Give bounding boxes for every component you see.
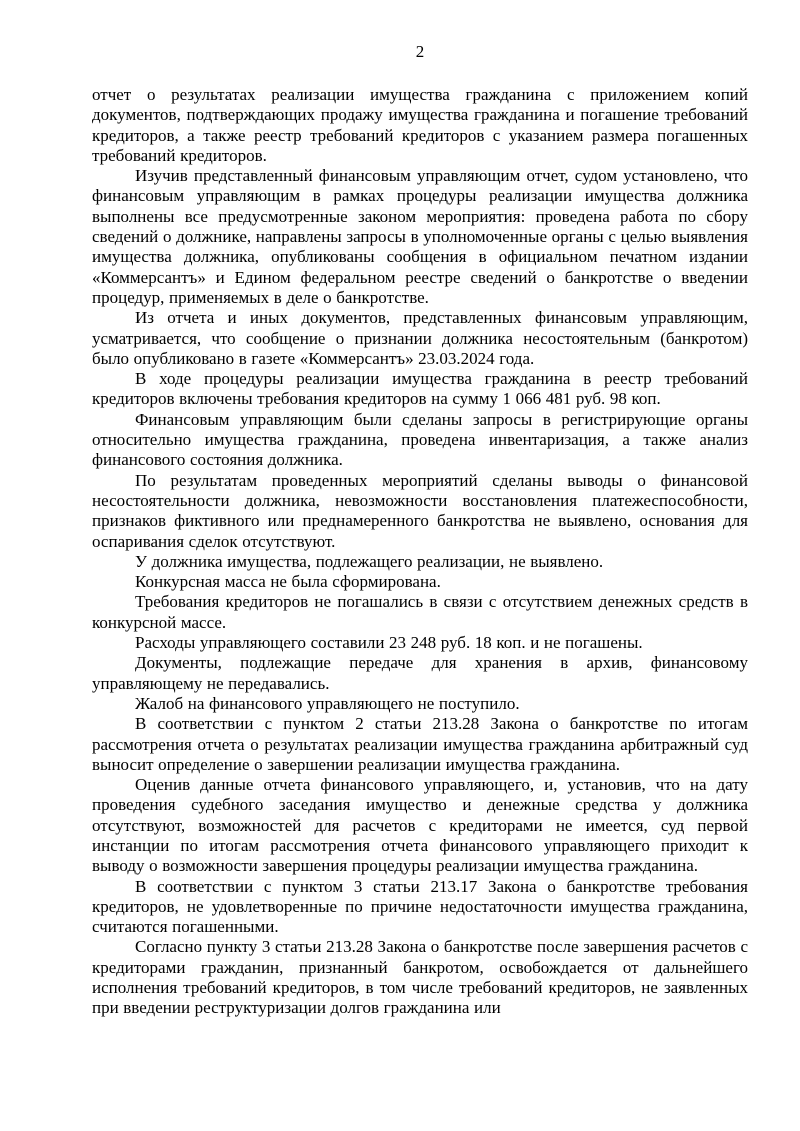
paragraph: В соответствии с пунктом 2 статьи 213.28 Закона о банкротстве по итогам рассмотрения отчета о результатах реализации имущества гражданина арбитражный суд выносит определение о завершении реализации имущества гражданина. — [92, 714, 748, 774]
paragraph: Жалоб на финансового управляющего не поступило. — [135, 693, 520, 713]
paragraph: У должника имущества, подлежащего реализации, не выявлено. — [135, 551, 604, 571]
paragraph: По результатам проведенных мероприятий сделаны выводы о финансовой несостоятельности должника, невозможности восстановления платежеспособности, признаков фиктивного или преднамеренного банкротства не выявлено, основания для оспаривания сделок отсутствуют. — [92, 470, 748, 551]
paragraph: Расходы управляющего составили 23 248 руб. 18 коп. и не погашены. — [135, 633, 643, 653]
paragraph: Конкурсная масса не была сформирована. — [135, 572, 441, 592]
paragraph: Финансовым управляющим были сделаны запросы в регистрирующие органы относительно имущества гражданина, проведена инвентаризация, а также анализ финансового состояния должника. — [92, 409, 748, 470]
paragraph: В соответствии с пунктом 3 статьи 213.17 Закона о банкротстве требования кредиторов, не удовлетворенные по причине недостаточности имущества гражданина, считаются погашенными. — [92, 876, 748, 937]
paragraph: отчет о результатах реализации имущества гражданина с приложением копий документов, подтверждающих продажу имущества гражданина и погашение требований кредиторов, а также реестр требований кредиторов с указанием размера погашенных требований кредиторов. — [92, 85, 748, 165]
paragraph: Изучив представленный финансовым управляющим отчет, судом установлено, что финансовым управляющим в рамках процедуры реализации имущества должника выполнены все предусмотренные законом мероприятия: проведена работа по сбору сведений о должнике, направлены запросы в уполномоченные органы с целью выявления имущества должника, опубликованы сообщения в официальном печатном издании «Коммерсантъ» и Едином федеральном реестре сведений о банкротстве о введении процедур, применяемых в деле о банкротстве. — [92, 166, 748, 307]
paragraph: Из отчета и иных документов, представленных финансовым управляющим, усматривается, что сообщение о признании должника несостоятельным (банкротом) было опубликовано в газете «Коммерсантъ» 23.03.2024 года. — [92, 308, 748, 368]
document-body — [92, 85, 748, 1019]
paragraph: Требования кредиторов не погашались в связи с отсутствием денежных средств в конкурсной массе. — [92, 592, 748, 632]
paragraph: Документы, подлежащие передаче для хранения в архив, финансовому управляющему не передавались. — [92, 653, 748, 693]
paragraph: Оценив данные отчета финансового управляющего, и, установив, что на дату проведения судебного заседания имущество и денежные средства у должника отсутствуют, возможностей для расчетов с кредиторами не имеется, суд первой инстанции по итогам рассмотрения отчета финансового управляющего приходит к выводу о возможности завершения процедуры реализации имущества гражданина. — [92, 775, 748, 876]
paragraph: В ходе процедуры реализации имущества гражданина в реестр требований кредиторов включены требования кредиторов на сумму 1 066 481 руб. 98 коп. — [92, 369, 748, 409]
paragraph: Согласно пункту 3 статьи 213.28 Закона о банкротстве после завершения расчетов с кредиторами гражданин, признанный банкротом, освобождается от дальнейшего исполнения требований кредиторов, в том числе требований кредиторов, не заявленных при введении реструктуризации долгов гражданина или — [92, 937, 748, 1018]
page-number: 2 — [415, 42, 425, 61]
